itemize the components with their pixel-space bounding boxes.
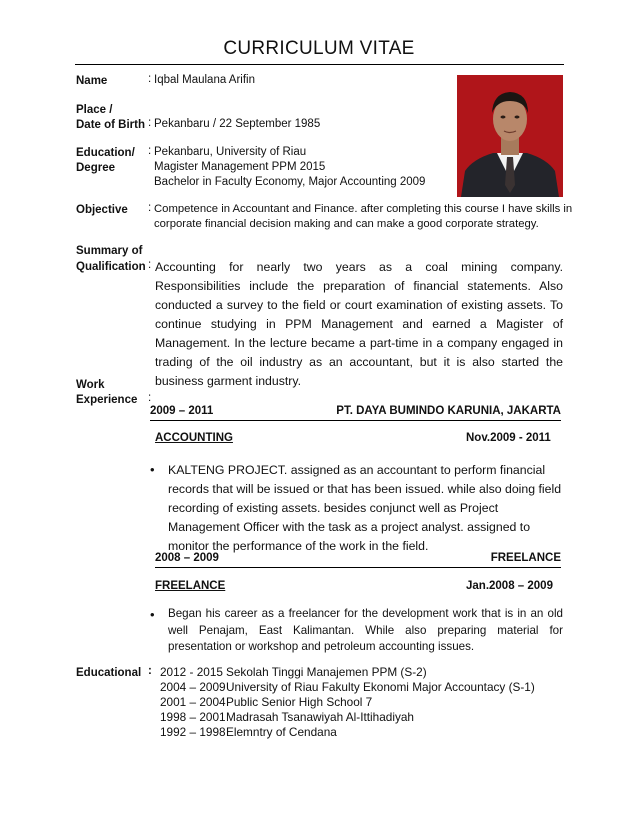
education-label-line1: Education/: [76, 147, 135, 159]
educational-years: 1998 – 2001: [160, 710, 226, 724]
educational-school: Madrasah Tsanawiyah Al-Ittihadiyah: [226, 710, 414, 724]
work-label-line1: Work: [76, 379, 105, 391]
educational-row: [160, 710, 414, 726]
educational-school: University of Riau Fakulty Ekonomi Major Accountacy (S-1): [226, 680, 535, 694]
objective-line: corporate financial decision making and can make a good corporate strategy.: [154, 218, 539, 230]
birth-label-line2: Date of Birth: [76, 119, 145, 131]
name-value: Iqbal Maulana Arifin: [154, 74, 256, 86]
objective-label: Objective: [76, 204, 128, 216]
work-label-line2: Experience: [76, 394, 138, 406]
education-line: Bachelor in Faculty Economy, Major Accounting 2009: [154, 176, 426, 188]
portrait-illustration: [457, 75, 563, 197]
birth-value: Pekanbaru / 22 September 1985: [154, 118, 321, 130]
summary-label-line2: Qualification: [76, 261, 146, 273]
education-label-line2: Degree: [76, 162, 115, 174]
page-title: CURRICULUM VITAE: [223, 38, 415, 59]
birth-colon: :: [148, 117, 152, 129]
job-position: FREELANCE: [155, 580, 226, 592]
name-label: Name: [76, 75, 108, 87]
education-line: Magister Management PPM 2015: [154, 161, 326, 173]
educational-row: [160, 725, 337, 741]
summary-label-line1: Summary of: [76, 245, 143, 257]
job-company: PT. DAYA BUMINDO KARUNIA, JAKARTA: [336, 405, 561, 417]
educational-colon: :: [148, 665, 152, 677]
educational-years: 2004 – 2009: [160, 680, 226, 694]
bullet-icon: •: [150, 462, 155, 477]
job-dates: Jan.2008 – 2009: [466, 580, 553, 592]
summary-text: Accounting for nearly two years as a coal mining company. Responsibilities include the preparation of financial statements. Also conducted a survey to the field or court examination of existing assets. To continue studying in PPM Management and earned a Magister of Management. In the lecture became a part-time in a company engaged in trading of the oil industry as an accountant, but it is also started the business garment industry.: [155, 260, 563, 388]
educational-years: 2001 – 2004: [160, 695, 226, 709]
educational-years: 2012 - 2015: [160, 665, 223, 679]
profile-photo: [457, 75, 563, 197]
birth-label-line1: Place /: [76, 104, 113, 116]
objective-line: Competence in Accountant and Finance. after completing this course I have skills in: [154, 203, 573, 215]
job-description: KALTENG PROJECT. assigned as an accountant to perform financial records that will be issued or that has been issued. while also doing field recording of existing assets. besides conjunct well as Project Management Officer with the task as a project analyst. assigned to monitor the performance of the work in the field.: [168, 463, 562, 553]
education-line: Pekanbaru, University of Riau: [154, 146, 307, 158]
title-divider: [75, 64, 564, 65]
educational-row: [160, 680, 535, 696]
educational-row: [160, 695, 372, 711]
educational-school: Public Senior High School 7: [226, 695, 373, 709]
job-header-row: [155, 552, 561, 568]
job-period: 2009 – 2011: [150, 405, 214, 417]
job-position: ACCOUNTING: [155, 432, 233, 444]
educational-school: Elemntry of Cendana: [226, 725, 337, 739]
educational-school: Sekolah Tinggi Manajemen PPM (S-2): [226, 665, 427, 679]
objective-colon: :: [148, 202, 152, 214]
educational-label: Educational: [76, 667, 142, 679]
education-colon: :: [148, 145, 152, 157]
summary-colon: :: [148, 259, 152, 271]
educational-years: 1992 – 1998: [160, 725, 226, 739]
job-period: 2008 – 2009: [155, 552, 219, 564]
educational-row: [160, 665, 427, 681]
job-dates: Nov.2009 - 2011: [466, 432, 551, 444]
bullet-icon: •: [150, 607, 155, 622]
job-company: FREELANCE: [490, 552, 561, 564]
name-colon: :: [148, 73, 152, 85]
work-colon: :: [148, 392, 152, 404]
job-description: Began his career as a freelancer for the development work that is in an old well Penajam, East Kalimantan. While also preparing material for presentation or workshop and petroleum accounting issues.: [168, 607, 563, 653]
job-header-row: [150, 405, 561, 421]
